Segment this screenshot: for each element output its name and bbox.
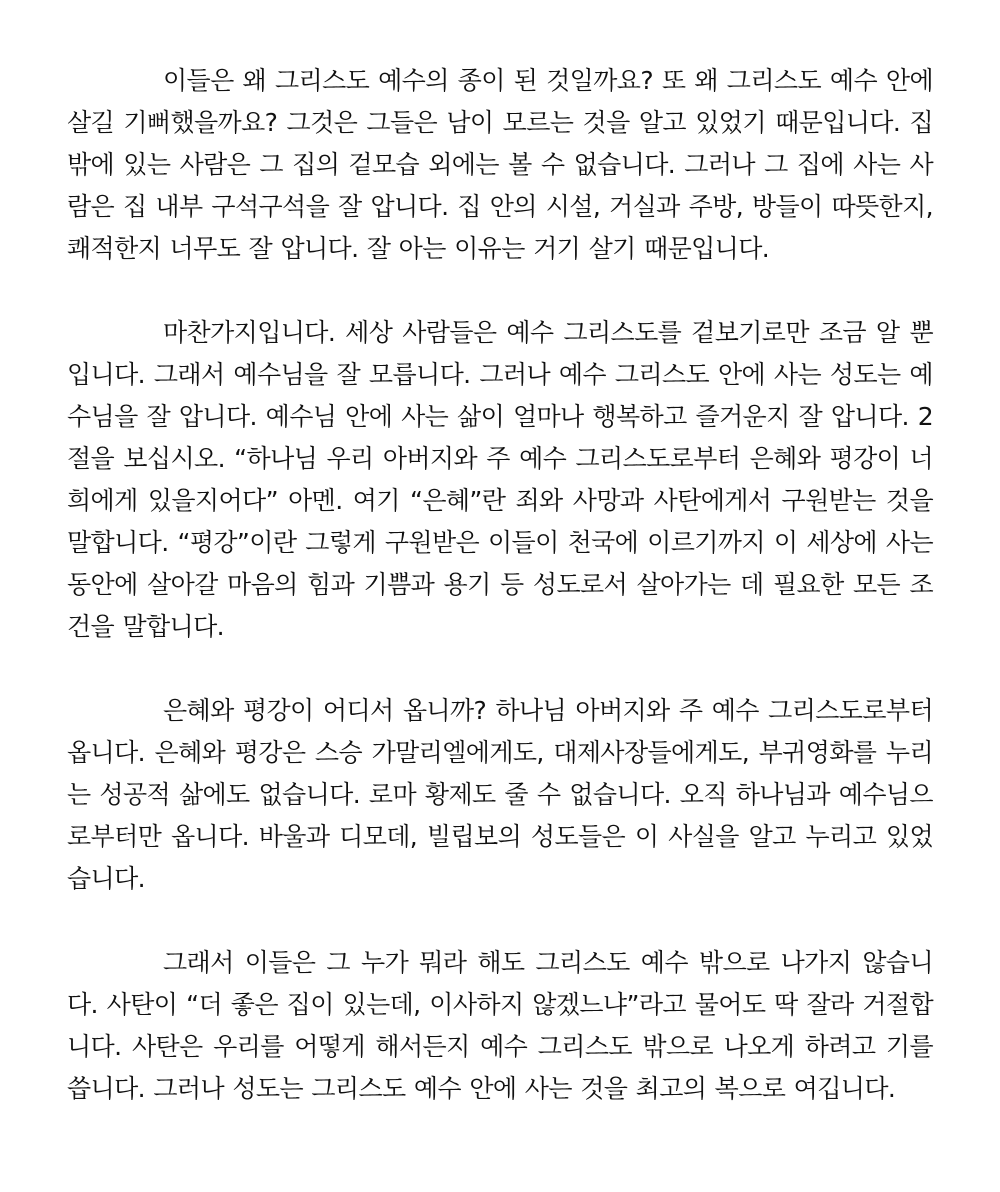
paragraph-1: 이들은 왜 그리스도 예수의 종이 된 것일까요? 또 왜 그리스도 예수 안에 살길 기뻐했을까요? 그것은 그들은 남이 모르는 것을 알고 있었기 때문입니다. 집 밖에 있는 사람은 그 집의 겉모습 외에는 볼 수 없습니다. 그러나 그 집에 사는 사람은 집 내부 구석구석을 잘 압니다. 집 안의 시설, 거실과 주방, 방들이 따뜻한지, 쾌적한지 너무도 잘 압니다. 잘 아는 이유는 거기 살기 때문입니다. <box>67 66 933 263</box>
document-page <box>67 60 933 1110</box>
paragraph-2: 마찬가지입니다. 세상 사람들은 예수 그리스도를 겉보기로만 조금 알 뿐입니다. 그래서 예수님을 잘 모릅니다. 그러나 예수 그리스도 안에 사는 성도는 예수님을 잘 압니다. 예수님 안에 사는 삶이 얼마나 행복하고 즐거운지 잘 압니다. 2절을 보십시오. “하나님 우리 아버지와 주 예수 그리스도로부터 은혜와 평강이 너희에게 있을지어다” 아멘. 여기 “은혜”란 죄와 사망과 사탄에게서 구원받는 것을 말합니다. “평강”이란 그렇게 구원받은 이들이 천국에 이르기까지 이 세상에 사는 동안에 살아갈 마음의 힘과 기쁨과 용기 등 성도로서 살아가는 데 필요한 모든 조건을 말합니다. <box>67 318 933 641</box>
paragraph-3: 은혜와 평강이 어디서 옵니까? 하나님 아버지와 주 예수 그리스도로부터 옵니다. 은혜와 평강은 스승 가말리엘에게도, 대제사장들에게도, 부귀영화를 누리는 성공적 삶에도 없습니다. 로마 황제도 줄 수 없습니다. 오직 하나님과 예수님으로부터만 옵니다. 바울과 디모데, 빌립보의 성도들은 이 사실을 알고 누리고 있었습니다. <box>67 696 933 893</box>
paragraph-4: 그래서 이들은 그 누가 뭐라 해도 그리스도 예수 밖으로 나가지 않습니다. 사탄이 “더 좋은 집이 있는데, 이사하지 않겠느냐”라고 물어도 딱 잘라 거절합니다. 사탄은 우리를 어떻게 해서든지 예수 그리스도 밖으로 나오게 하려고 기를 씁니다. 그러나 성도는 그리스도 예수 안에 사는 것을 최고의 복으로 여깁니다. <box>67 948 933 1103</box>
